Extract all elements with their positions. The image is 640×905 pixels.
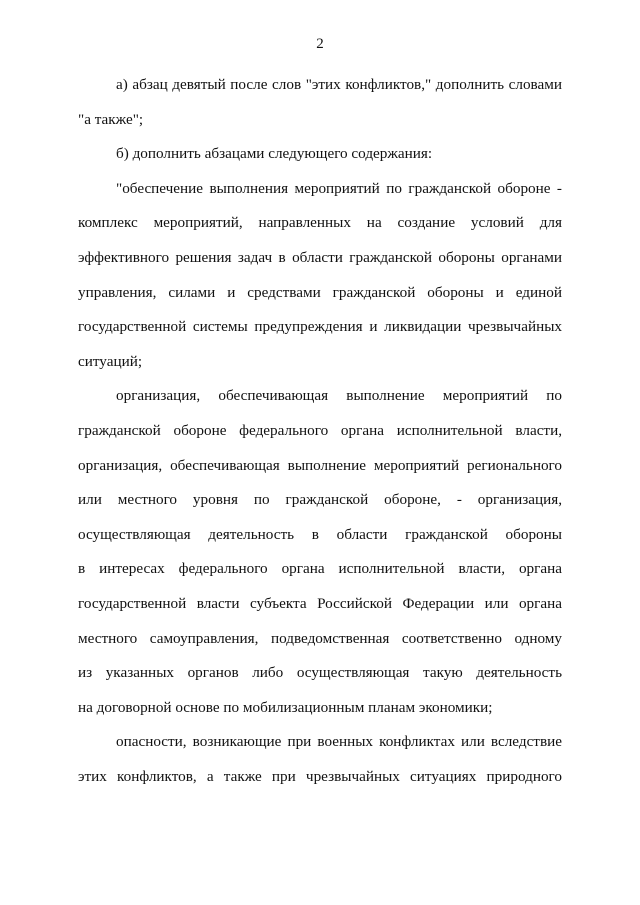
text-line: государственной власти субъекта Российской Федерации или органа	[78, 594, 562, 612]
text-line: эффективного решения задач в области гражданской обороны органами	[78, 248, 562, 266]
text-line: ситуаций;	[78, 352, 143, 370]
text-line: "а также";	[78, 110, 144, 128]
paragraph-a	[78, 68, 562, 137]
text-line: б) дополнить абзацами следующего содержания:	[116, 145, 433, 163]
document-body	[78, 68, 562, 794]
page-number: 2	[316, 36, 324, 52]
paragraph-b	[78, 137, 562, 172]
text-line: осуществляющая деятельность в области гражданской обороны	[78, 525, 562, 543]
paragraph-definition-measures	[78, 172, 562, 380]
text-line: на договорной основе по мобилизационным планам экономики;	[78, 698, 493, 716]
text-line: или местного уровня по гражданской обороне, - организация,	[78, 491, 562, 509]
text-line: организация, обеспечивающая выполнение мероприятий по	[116, 387, 562, 405]
text-line: этих конфликтов, а также при чрезвычайных ситуациях природного	[78, 767, 562, 785]
text-line: а) абзац девятый после слов "этих конфликтов," дополнить словами	[116, 76, 562, 93]
text-line: управления, силами и средствами гражданской обороны и единой	[78, 283, 562, 301]
paragraph-definition-dangers	[78, 725, 562, 794]
text-line: в интересах федерального органа исполнительной власти, органа	[78, 560, 562, 578]
text-line: "обеспечение выполнения мероприятий по гражданской обороне -	[116, 179, 562, 197]
text-line: гражданской обороне федерального органа исполнительной власти,	[78, 421, 562, 439]
text-line: опасности, возникающие при военных конфликтах или вследствие	[116, 733, 562, 751]
text-line: комплекс мероприятий, направленных на создание условий для	[78, 214, 562, 232]
text-line: организация, обеспечивающая выполнение мероприятий регионального	[78, 456, 562, 474]
text-line: государственной системы предупреждения и ликвидации чрезвычайных	[78, 318, 562, 336]
text-line: из указанных органов либо осуществляющая такую деятельность	[78, 664, 562, 682]
text-line: местного самоуправления, подведомственная соответственно одному	[78, 629, 562, 647]
paragraph-definition-organization	[78, 379, 562, 725]
